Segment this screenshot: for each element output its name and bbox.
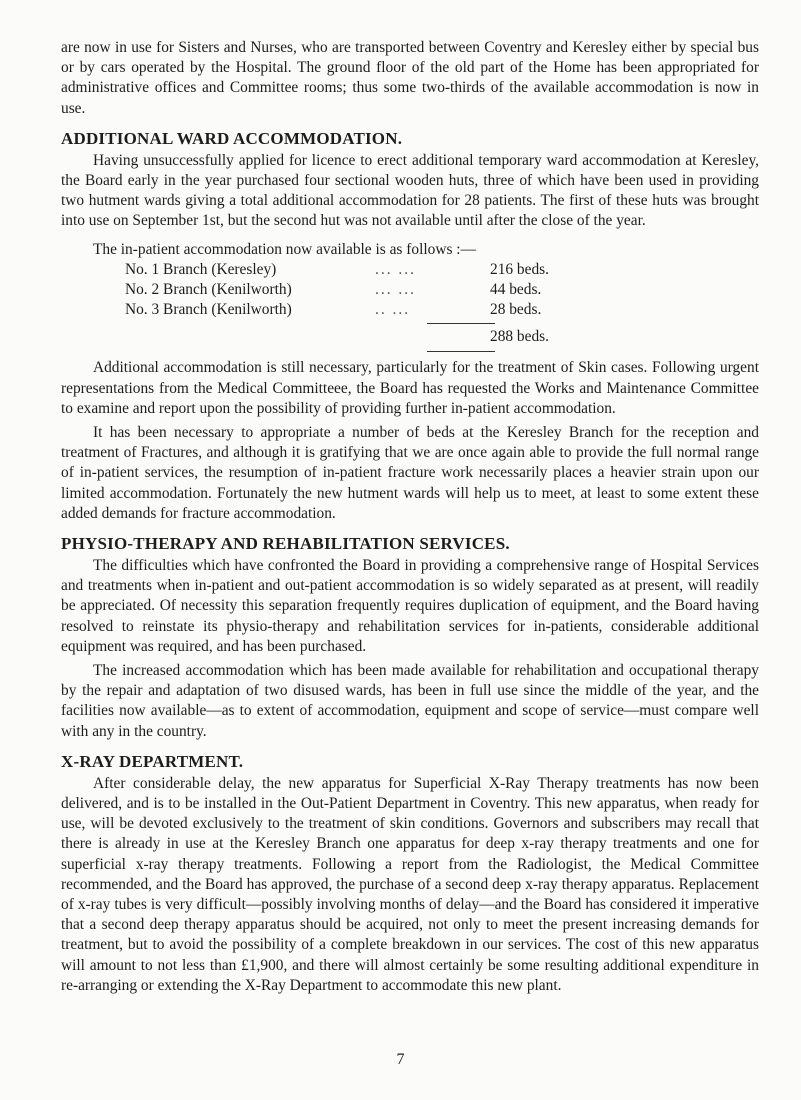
leader-dots: ... ... [375, 260, 416, 278]
ward-paragraph-1: Having unsuccessfully applied for licence to erect additional temporary ward accommodation at Keresley, the Board early in the year purchased four sectional wooden huts, three of which have been used in providing two hutment wards giving a total additional accommodation for 28 patients. The first of these huts was brought into use on September 1st, but the second hut was not available until after the close of the year. [61, 151, 759, 230]
page-number: 7 [396, 1051, 405, 1068]
branch-name: No. 3 Branch (Kenilworth) [125, 301, 292, 319]
bed-list-row [125, 260, 565, 280]
bed-list-row [125, 280, 565, 300]
bed-list [125, 260, 565, 321]
physio-heading: PHYSIO-THERAPY AND REHABILITATION SERVICES. [61, 534, 510, 554]
intro-paragraph: are now in use for Sisters and Nurses, who are transported between Coventry and Keresley either by special bus or by cars operated by the Hospital. The ground floor of the old part of the Home has been appropriated for administrative offices and Committee rooms; thus some two-thirds of the available accommodation is now in use. [61, 39, 759, 117]
total-rule-bottom [427, 351, 495, 352]
bed-count: 28 beds. [490, 301, 542, 319]
bed-list-row [125, 300, 565, 320]
bed-count: 216 beds. [490, 260, 549, 278]
bed-count: 44 beds. [490, 281, 542, 299]
xray-paragraph-1: After considerable delay, the new apparatus for Superficial X-Ray Therapy treatments has now been delivered, and is to be installed in the Out-Patient Department in Coventry. This new apparatus, when ready for use, will be devoted exclusively to the treatment of skin conditions. Governors and subscribers may recall that there is already in use at the Keresley Branch one apparatus for deep x-ray therapy treatments and one for superficial x-ray therapy treatments. Following a report from the Radiologist, the Medical Committee recommended, and the Board has approved, the purchase of a second deep x-ray therapy apparatus. Replacement of x-ray tubes is very difficult—possibly involving months of delay—and the Board has considered it imperative that a second deep therapy apparatus should be acquired, not only to meet the present increasing demands for treatment, but to avoid the possibility of a complete breakdown in our services. The cost of this new apparatus will amount to not less than £1,900, and there will almost certainly be some resulting additional expenditure in re-arranging or extending the X-Ray Department to accommodate this new plant. [61, 774, 759, 994]
bed-list-intro: The in-patient accommodation now available is as follows :— [93, 240, 476, 258]
ward-paragraph-2: Additional accommodation is still necessary, particularly for the treatment of Skin cases. Following urgent representations from the Medical Committeee, the Board has requested the Works and Maintenance Committee to examine and report upon the possibility of providing further in-patient accommodation. [61, 359, 759, 417]
ward-paragraph-3: It has been necessary to appropriate a number of beds at the Keresley Branch for the reception and treatment of Fractures, and although it is gratifying that we are once again able to provide the full normal range of in-patient services, the resumption of in-patient fracture work necessarily places a heavier strain upon our limited accommodation. Fortunately the new hutment wards will help us to meet, at least to some extent these added demands for fracture accommodation. [61, 424, 759, 522]
physio-paragraph-1: The difficulties which have confronted the Board in providing a comprehensive range of Hospital Services and treatments when in-patient and out-patient accommodation is so widely separated as at present, will readily be appreciated. Of necessity this separation frequently requires duplication of equipment, and the Board having resolved to reinstate its physio-therapy and rehabilitation services for in-patients, considerable additional equipment was required, and has been purchased. [61, 557, 759, 655]
branch-name: No. 2 Branch (Kenilworth) [125, 281, 292, 299]
ward-heading: ADDITIONAL WARD ACCOMMODATION. [61, 128, 403, 148]
spacer [61, 232, 759, 240]
leader-dots: ... ... [375, 281, 416, 299]
physio-paragraph-2: The increased accommodation which has been made available for rehabilitation and occupational therapy by the repair and adaptation of two disused wards, has been in full use since the middle of the year, and the facilities now available—as to extent of accommodation, equipment and scope of service—must compare well with any in the country. [61, 662, 759, 740]
branch-name: No. 1 Branch (Keresley) [125, 260, 277, 278]
total-rule-top [427, 323, 495, 324]
bed-total-row [125, 327, 565, 349]
bed-total: 288 beds. [490, 328, 549, 346]
xray-heading: X-RAY DEPARTMENT. [61, 751, 244, 771]
leader-dots: .. ... [375, 301, 411, 319]
